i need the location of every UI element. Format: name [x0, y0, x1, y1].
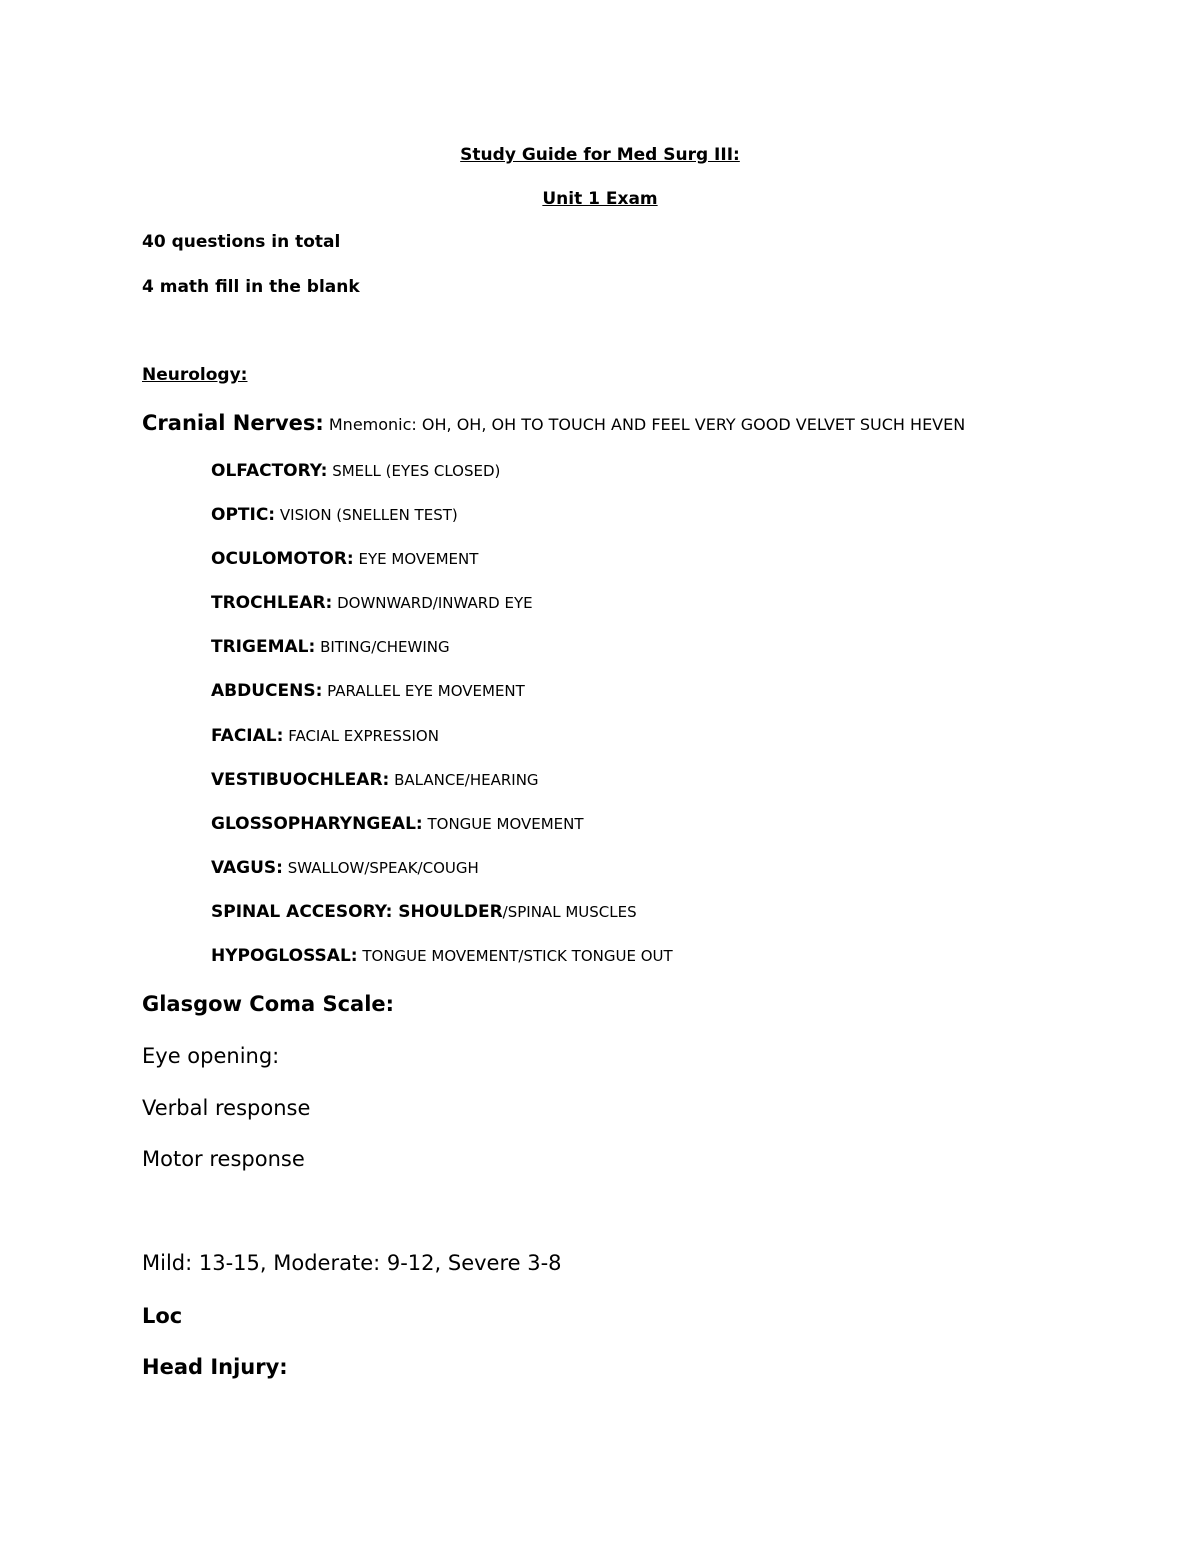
nerve-name: OCULOMOTOR: — [211, 549, 354, 569]
nerve-description: SWALLOW/SPEAK/COUGH — [282, 859, 479, 877]
nerve-item — [211, 639, 450, 656]
nerve-description: VISION (SNELLEN TEST) — [275, 506, 458, 524]
nerve-description: TONGUE MOVEMENT/STICK TONGUE OUT — [357, 947, 673, 965]
glasgow-item: Verbal response — [142, 1096, 311, 1120]
glasgow-item: Motor response — [142, 1147, 305, 1171]
cranial-mnemonic: Mnemonic: OH, OH, OH TO TOUCH AND FEEL VERY GOOD VELVET SUCH HEVEN — [323, 415, 966, 434]
nerve-item — [211, 728, 439, 745]
glasgow-item: Eye opening: — [142, 1044, 280, 1068]
nerve-name: TROCHLEAR: — [211, 593, 333, 613]
nerve-item — [211, 551, 478, 568]
nerve-item — [211, 772, 539, 789]
nerve-name: SPINAL ACCESORY: SHOULDER — [211, 902, 503, 922]
nerve-item — [211, 463, 500, 480]
nerve-description: DOWNWARD/INWARD EYE — [332, 594, 533, 612]
nerve-name: OPTIC: — [211, 505, 276, 525]
nerve-name: GLOSSOPHARYNGEAL: — [211, 814, 423, 834]
nerve-item — [211, 816, 584, 833]
nerve-description: PARALLEL EYE MOVEMENT — [322, 682, 525, 700]
nerve-name: FACIAL: — [211, 726, 284, 746]
nerve-name: VAGUS: — [211, 858, 283, 878]
glasgow-severity: Mild: 13-15, Moderate: 9-12, Severe 3-8 — [142, 1251, 562, 1275]
nerve-name: OLFACTORY: — [211, 461, 328, 481]
nerve-item — [211, 948, 673, 965]
nerve-name: VESTIBUOCHLEAR: — [211, 770, 390, 790]
nerve-name: HYPOGLOSSAL: — [211, 946, 358, 966]
glasgow-heading: Glasgow Coma Scale: — [142, 992, 395, 1016]
nerve-name: TRIGEMAL: — [211, 637, 316, 657]
nerve-description: TONGUE MOVEMENT — [422, 815, 584, 833]
info-math-count: 4 math fill in the blank — [142, 277, 360, 297]
nerve-item — [211, 904, 637, 921]
nerve-description: BITING/CHEWING — [315, 638, 450, 656]
head-injury-heading: Head Injury: — [142, 1355, 288, 1379]
nerve-description: SMELL (EYES CLOSED) — [327, 462, 501, 480]
nerve-item — [211, 507, 458, 524]
neurology-heading: Neurology: — [142, 365, 248, 385]
nerve-name: ABDUCENS: — [211, 681, 323, 701]
nerve-item — [211, 860, 479, 877]
document-subtitle: Unit 1 Exam — [542, 189, 658, 209]
nerve-item — [211, 595, 533, 612]
info-question-count: 40 questions in total — [142, 232, 341, 252]
nerve-description: FACIAL EXPRESSION — [283, 727, 439, 745]
document-title: Study Guide for Med Surg III: — [460, 145, 740, 165]
nerve-description: EYE MOVEMENT — [353, 550, 479, 568]
cranial-nerves-line — [142, 413, 965, 434]
loc-heading: Loc — [142, 1304, 183, 1328]
nerve-description: BALANCE/HEARING — [389, 771, 539, 789]
nerve-description: /SPINAL MUSCLES — [502, 903, 637, 921]
cranial-nerves-heading: Cranial Nerves: — [142, 411, 324, 435]
nerve-item — [211, 683, 525, 700]
